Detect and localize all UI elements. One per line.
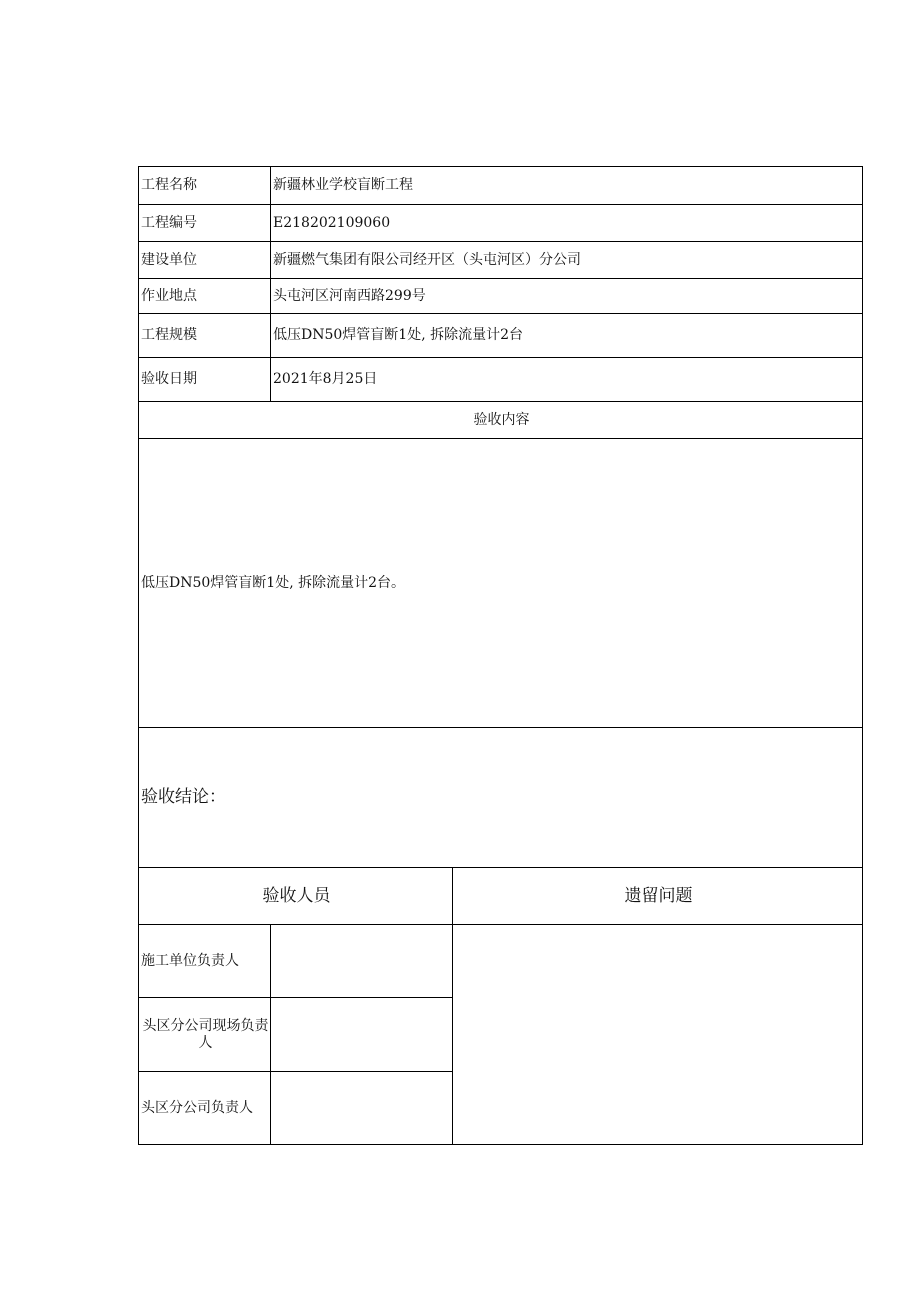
work-location-label: 作业地点 [139,279,271,314]
row-project-number [139,205,863,242]
acceptance-content-header: 验收内容 [139,402,863,439]
branch-lead-signature [271,1072,453,1145]
branch-lead-label: 头区分公司负责人 [139,1072,271,1145]
row-acceptance-date [139,358,863,402]
acceptance-conclusion-label: 验收结论： [139,728,863,868]
row-personnel-header [139,868,863,925]
project-number-value: E218202109060 [271,205,863,242]
remaining-issues-header: 遗留问题 [453,868,863,925]
row-signatory-1 [139,925,863,998]
project-name-value: 新疆林业学校盲断工程 [271,167,863,205]
project-name-label: 工程名称 [139,167,271,205]
work-location-value: 头屯河区河南西路299号 [271,279,863,314]
row-project-scale [139,314,863,358]
construction-lead-label: 施工单位负责人 [139,925,271,998]
acceptance-date-label: 验收日期 [139,358,271,402]
remaining-issues-content [453,925,863,1145]
builder-label: 建设单位 [139,242,271,279]
row-content-header [139,402,863,439]
row-work-location [139,279,863,314]
row-content-body [139,439,863,728]
row-builder [139,242,863,279]
acceptance-form-table [138,166,863,1145]
builder-value: 新疆燃气集团有限公司经开区（头屯河区）分公司 [271,242,863,279]
project-scale-label: 工程规模 [139,314,271,358]
project-scale-value: 低压DN50焊管盲断1处, 拆除流量计2台 [271,314,863,358]
row-project-name [139,167,863,205]
acceptance-content-text: 低压DN50焊管盲断1处, 拆除流量计2台。 [139,439,863,728]
project-number-label: 工程编号 [139,205,271,242]
acceptance-date-value: 2021年8月25日 [271,358,863,402]
row-conclusion [139,728,863,868]
site-lead-label: 头区分公司现场负责人 [139,998,271,1072]
personnel-header: 验收人员 [139,868,453,925]
construction-lead-signature [271,925,453,998]
site-lead-signature [271,998,453,1072]
